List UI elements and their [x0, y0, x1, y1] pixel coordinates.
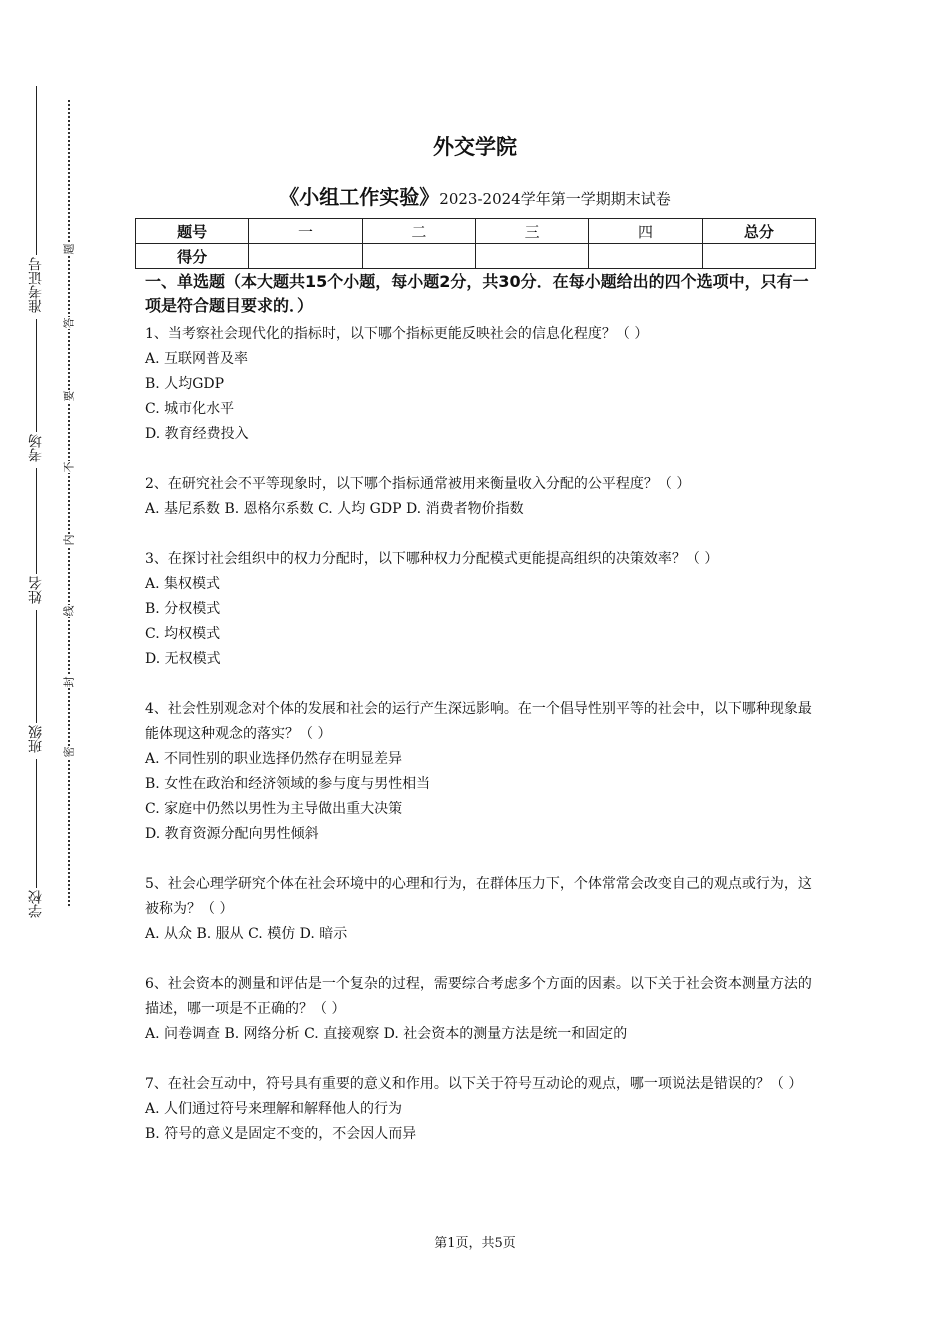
- score-entry-cell: [589, 244, 702, 269]
- score-cell: 四: [589, 219, 702, 244]
- page-footer: 第1页，共5页: [434, 1236, 516, 1251]
- field-exam-number: 准考证号: [16, 255, 56, 319]
- score-table: [135, 218, 816, 269]
- question-stem: 3、在探讨社会组织中的权力分配时，以下哪种权力分配模式更能提高组织的决策效率？（ ）: [145, 551, 719, 567]
- seal-char: 线: [60, 605, 78, 617]
- course-title: 《小组工作实验》: [279, 185, 440, 209]
- field-class: 班级: [16, 723, 56, 759]
- question-stem: 1、当考察社会现代化的指标时，以下哪个指标更能反映社会的信息化程度？（ ）: [145, 326, 649, 342]
- score-cell: 总分: [702, 219, 815, 244]
- question-3: [145, 547, 817, 672]
- option: A. 问卷调查 B. 网络分析 C. 直接观察 D. 社会资本的测量方法是统一和固定的: [145, 1026, 628, 1042]
- score-cell: 题号: [136, 219, 249, 244]
- question-2: [145, 472, 817, 522]
- seal-char: 封: [60, 676, 78, 688]
- field-school: 学校: [16, 888, 56, 924]
- question-stem: 5、社会心理学研究个体在社会环境中的心理和行为，在群体压力下，个体常常会改变自己的观点或行为，这被称为？（ ）: [145, 876, 812, 917]
- question-stem: 4、社会性别观念对个体的发展和社会的运行产生深远影响。在一个倡导性别平等的社会中，以下哪种现象最能体现这种观念的落实？（ ）: [145, 701, 812, 742]
- option: D. 无权模式: [145, 651, 221, 667]
- seal-char: 答: [60, 317, 78, 329]
- question-1: [145, 322, 817, 447]
- option: D. 教育资源分配向男性倾斜: [145, 826, 319, 842]
- score-table-score-row: [136, 244, 816, 269]
- question-stem: 2、在研究社会不平等现象时，以下哪个指标通常被用来衡量收入分配的公平程度？（ ）: [145, 476, 691, 492]
- option: D. 教育经费投入: [145, 426, 249, 442]
- seal-char: 内: [60, 534, 78, 546]
- score-entry-cell: [249, 244, 362, 269]
- option: A. 基尼系数 B. 恩格尔系数 C. 人均 GDP D. 消费者物价指数: [145, 501, 524, 517]
- question-5: [145, 872, 817, 947]
- question-4: [145, 697, 817, 847]
- option: C. 城市化水平: [145, 401, 235, 417]
- exam-content: [145, 268, 817, 1147]
- question-6: [145, 972, 817, 1047]
- option: A. 人们通过符号来理解和解释他人的行为: [145, 1101, 403, 1117]
- question-stem: 7、在社会互动中，符号具有重要的意义和作用。以下关于符号互动论的观点，哪一项说法是错误的？（ ）: [145, 1076, 803, 1092]
- option: B. 人均GDP: [145, 376, 225, 392]
- option: C. 均权模式: [145, 626, 221, 642]
- option: B. 分权模式: [145, 601, 221, 617]
- seal-dotted-line: [68, 100, 70, 906]
- field-exam-room: 考场: [16, 432, 56, 468]
- score-cell: 二: [362, 219, 475, 244]
- term-label: 2023-2024学年第一学期期末试卷: [439, 190, 671, 208]
- school-title: 外交学院: [433, 135, 517, 159]
- seal-char: 不: [60, 461, 78, 473]
- section-title: 一、单选题（本大题共15个小题，每小题2分，共30分．在每小题给出的四个选项中，只有一项是符合题目要求的．）: [145, 272, 809, 315]
- option: A. 集权模式: [145, 576, 221, 592]
- option: A. 从众 B. 服从 C. 模仿 D. 暗示: [145, 926, 348, 942]
- exam-title: [0, 181, 950, 210]
- question-stem: 6、社会资本的测量和评估是一个复杂的过程，需要综合考虑多个方面的因素。以下关于社会资本测量方法的描述，哪一项是不正确的？（ ）: [145, 976, 812, 1017]
- field-name: 姓名: [16, 574, 56, 610]
- option: A. 互联网普及率: [145, 351, 249, 367]
- option: B. 女性在政治和经济领域的参与度与男性相当: [145, 776, 431, 792]
- option: A. 不同性别的职业选择仍然存在明显差异: [145, 751, 403, 767]
- score-table-header-row: [136, 219, 816, 244]
- option: B. 符号的意义是固定不变的，不会因人而异: [145, 1126, 417, 1142]
- option: C. 家庭中仍然以男性为主导做出重大决策: [145, 801, 403, 817]
- score-entry-cell: [702, 244, 815, 269]
- seal-char: 要: [60, 390, 78, 402]
- score-entry-cell: [362, 244, 475, 269]
- score-cell: 一: [249, 219, 362, 244]
- score-cell: 得分: [136, 244, 249, 269]
- score-cell: 三: [475, 219, 588, 244]
- score-entry-cell: [475, 244, 588, 269]
- question-7: [145, 1072, 817, 1147]
- seal-char: 密: [60, 746, 78, 758]
- seal-char: 题: [60, 243, 78, 255]
